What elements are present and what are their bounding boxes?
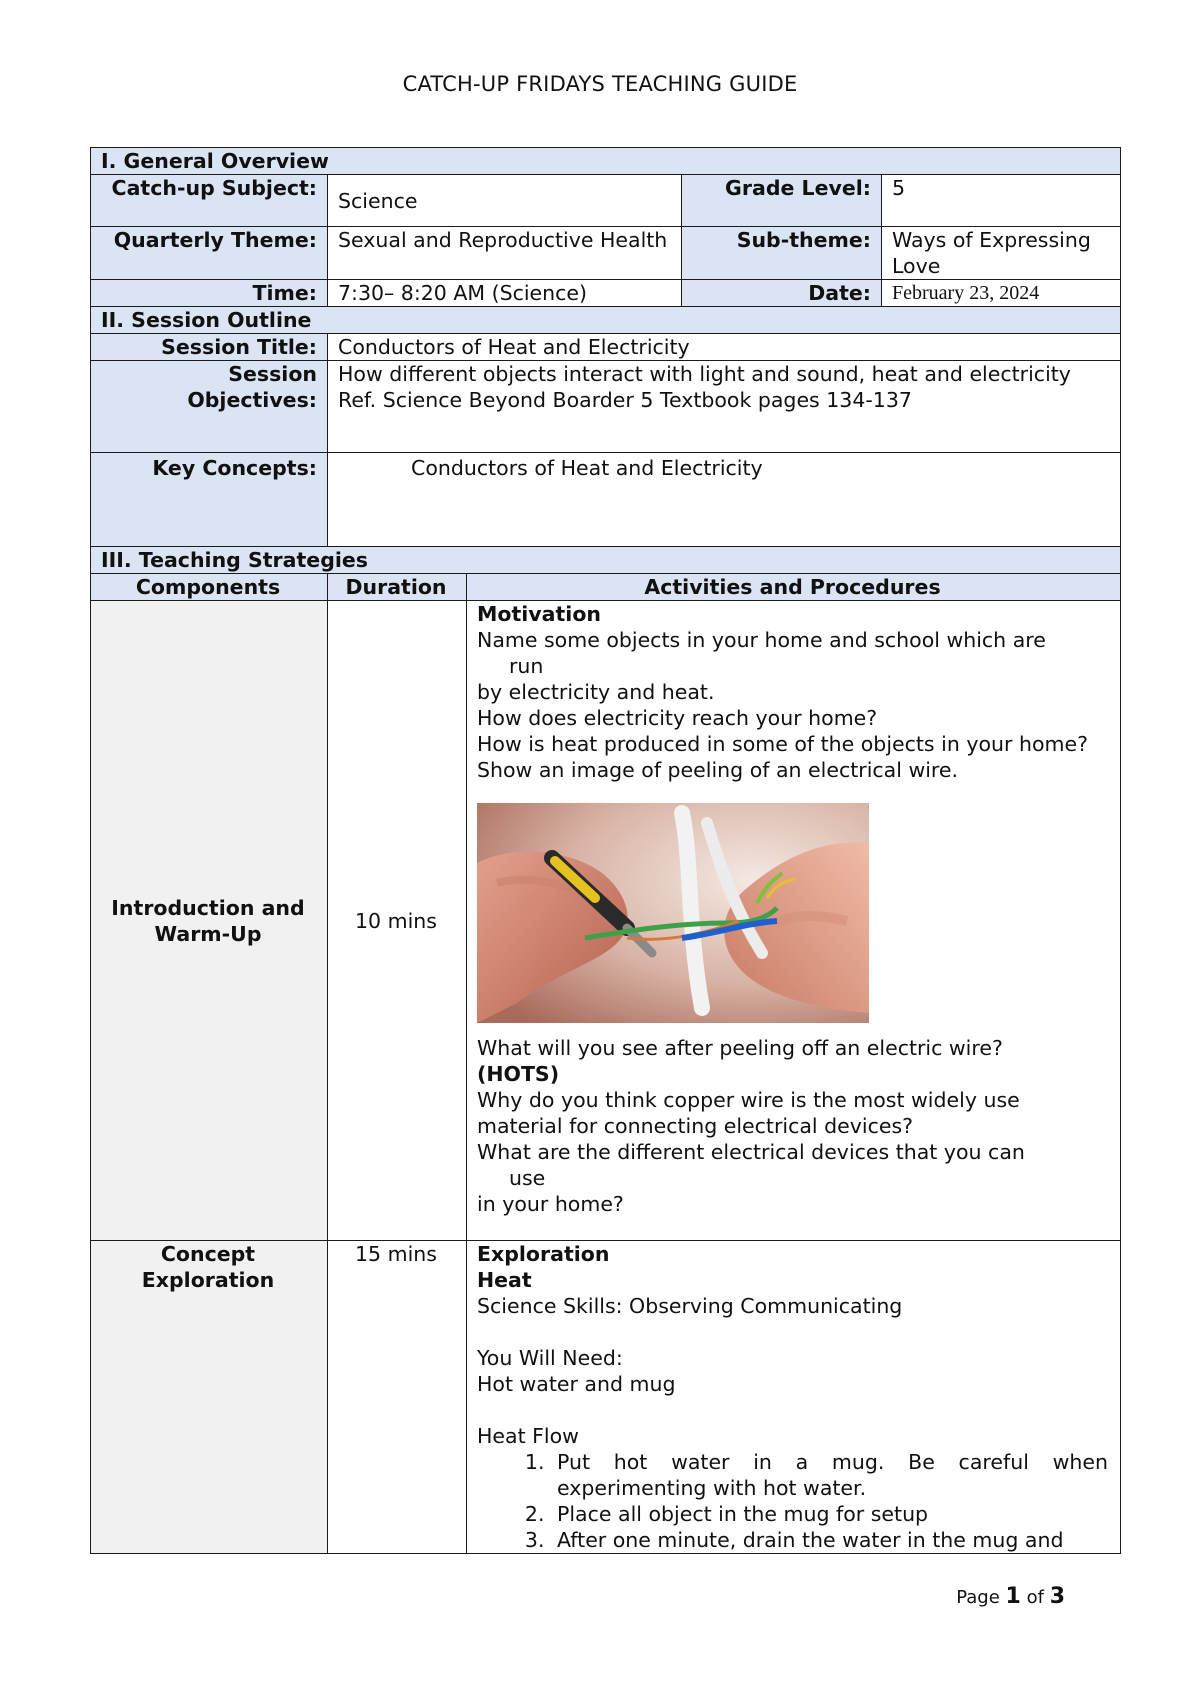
section-general-overview: I. General Overview <box>91 148 1121 175</box>
subject-value: Science <box>328 175 682 227</box>
session-objectives-cell <box>328 361 1121 453</box>
key-concepts-value: Conductors of Heat and Electricity <box>328 453 1121 547</box>
subject-label: Catch-up Subject: <box>91 175 328 227</box>
quarterly-theme-label: Quarterly Theme: <box>91 227 328 280</box>
section-teaching-strategies: III. Teaching Strategies <box>91 547 1121 574</box>
key-concepts-label: Key Concepts: <box>91 453 328 547</box>
table-row <box>91 601 1121 1241</box>
duration-concept-exploration: 15 mins <box>328 1241 467 1554</box>
column-header-activities: Activities and Procedures <box>467 574 1121 601</box>
page-footer <box>956 1584 1065 1609</box>
heat-flow-title: Heat Flow <box>477 1424 579 1448</box>
section-session-outline: II. Session Outline <box>91 307 1121 334</box>
materials-label: You Will Need: <box>477 1346 623 1370</box>
component-introduction: Introduction and Warm-Up <box>91 601 328 1241</box>
session-objectives-label: Session Objectives: <box>91 361 328 453</box>
quarterly-theme-value: Sexual and Reproductive Health <box>328 227 682 280</box>
hots-line: What will you see after peeling off an electric wire? <box>477 1036 1003 1060</box>
science-skills-line: Science Skills: Observing Communicating <box>477 1294 903 1318</box>
photo-peeling-electrical-wire <box>477 803 1108 1035</box>
of-word: of <box>1026 1587 1044 1608</box>
grade-level-label: Grade Level: <box>682 175 882 227</box>
motivation-line: Show an image of peeling of an electrical wire. <box>477 758 959 782</box>
page-title: CATCH-UP FRIDAYS TEACHING GUIDE <box>402 72 798 96</box>
date-value: February 23, 2024 <box>882 280 1121 307</box>
session-title-value: Conductors of Heat and Electricity <box>328 334 1121 361</box>
hots-line: Why do you think copper wire is the most widely use material for connecting electrical devices? <box>477 1088 1020 1138</box>
materials-items: Hot water and mug <box>477 1372 676 1396</box>
hots-line: in your home? <box>477 1192 624 1216</box>
activities-concept-exploration <box>467 1241 1121 1554</box>
exploration-heading: Exploration <box>477 1242 610 1266</box>
list-item: 3. After one minute, drain the water in the mug and <box>551 1527 1108 1553</box>
motivation-line: Name some objects in your home and school which are <box>477 628 1046 652</box>
list-item: 2. Place all object in the mug for setup <box>551 1501 1108 1527</box>
page-number: 1 <box>1005 1584 1021 1609</box>
sub-theme-value: Ways of Expressing Love <box>882 227 1121 280</box>
table-row <box>91 1241 1121 1554</box>
time-label: Time: <box>91 280 328 307</box>
motivation-line: run <box>509 654 544 678</box>
heat-subheading: Heat <box>477 1268 532 1292</box>
hots-heading: (HOTS) <box>477 1062 560 1086</box>
page-total: 3 <box>1049 1584 1065 1609</box>
date-label: Date: <box>682 280 882 307</box>
page-word: Page <box>956 1587 1000 1608</box>
column-header-duration: Duration <box>328 574 467 601</box>
session-objectives-text: How different objects interact with light and sound, heat and electricity <box>338 362 1071 386</box>
motivation-line: How does electricity reach your home? <box>477 706 878 730</box>
time-value: 7:30– 8:20 AM (Science) <box>328 280 682 307</box>
session-title-label: Session Title: <box>91 334 328 361</box>
hots-line: What are the different electrical devices that you can <box>477 1140 1025 1164</box>
hots-line: use <box>509 1166 546 1190</box>
motivation-line: by electricity and heat. <box>477 680 715 704</box>
column-header-components: Components <box>91 574 328 601</box>
list-item: 1. Put hot water in a mug. Be careful when experimenting with hot water. <box>551 1449 1108 1501</box>
component-concept-exploration: Concept Exploration <box>91 1241 328 1554</box>
motivation-heading: Motivation <box>477 602 602 626</box>
grade-level-value: 5 <box>882 175 1121 227</box>
heat-flow-steps <box>477 1449 1108 1553</box>
activities-introduction <box>467 601 1121 1241</box>
sub-theme-label: Sub-theme: <box>682 227 882 280</box>
duration-introduction: 10 mins <box>328 601 467 1241</box>
motivation-line: How is heat produced in some of the objects in your home? <box>477 732 1088 756</box>
session-objectives-reference: Ref. Science Beyond Boarder 5 Textbook pages 134-137 <box>338 388 912 412</box>
teaching-guide-table <box>90 147 1121 1554</box>
